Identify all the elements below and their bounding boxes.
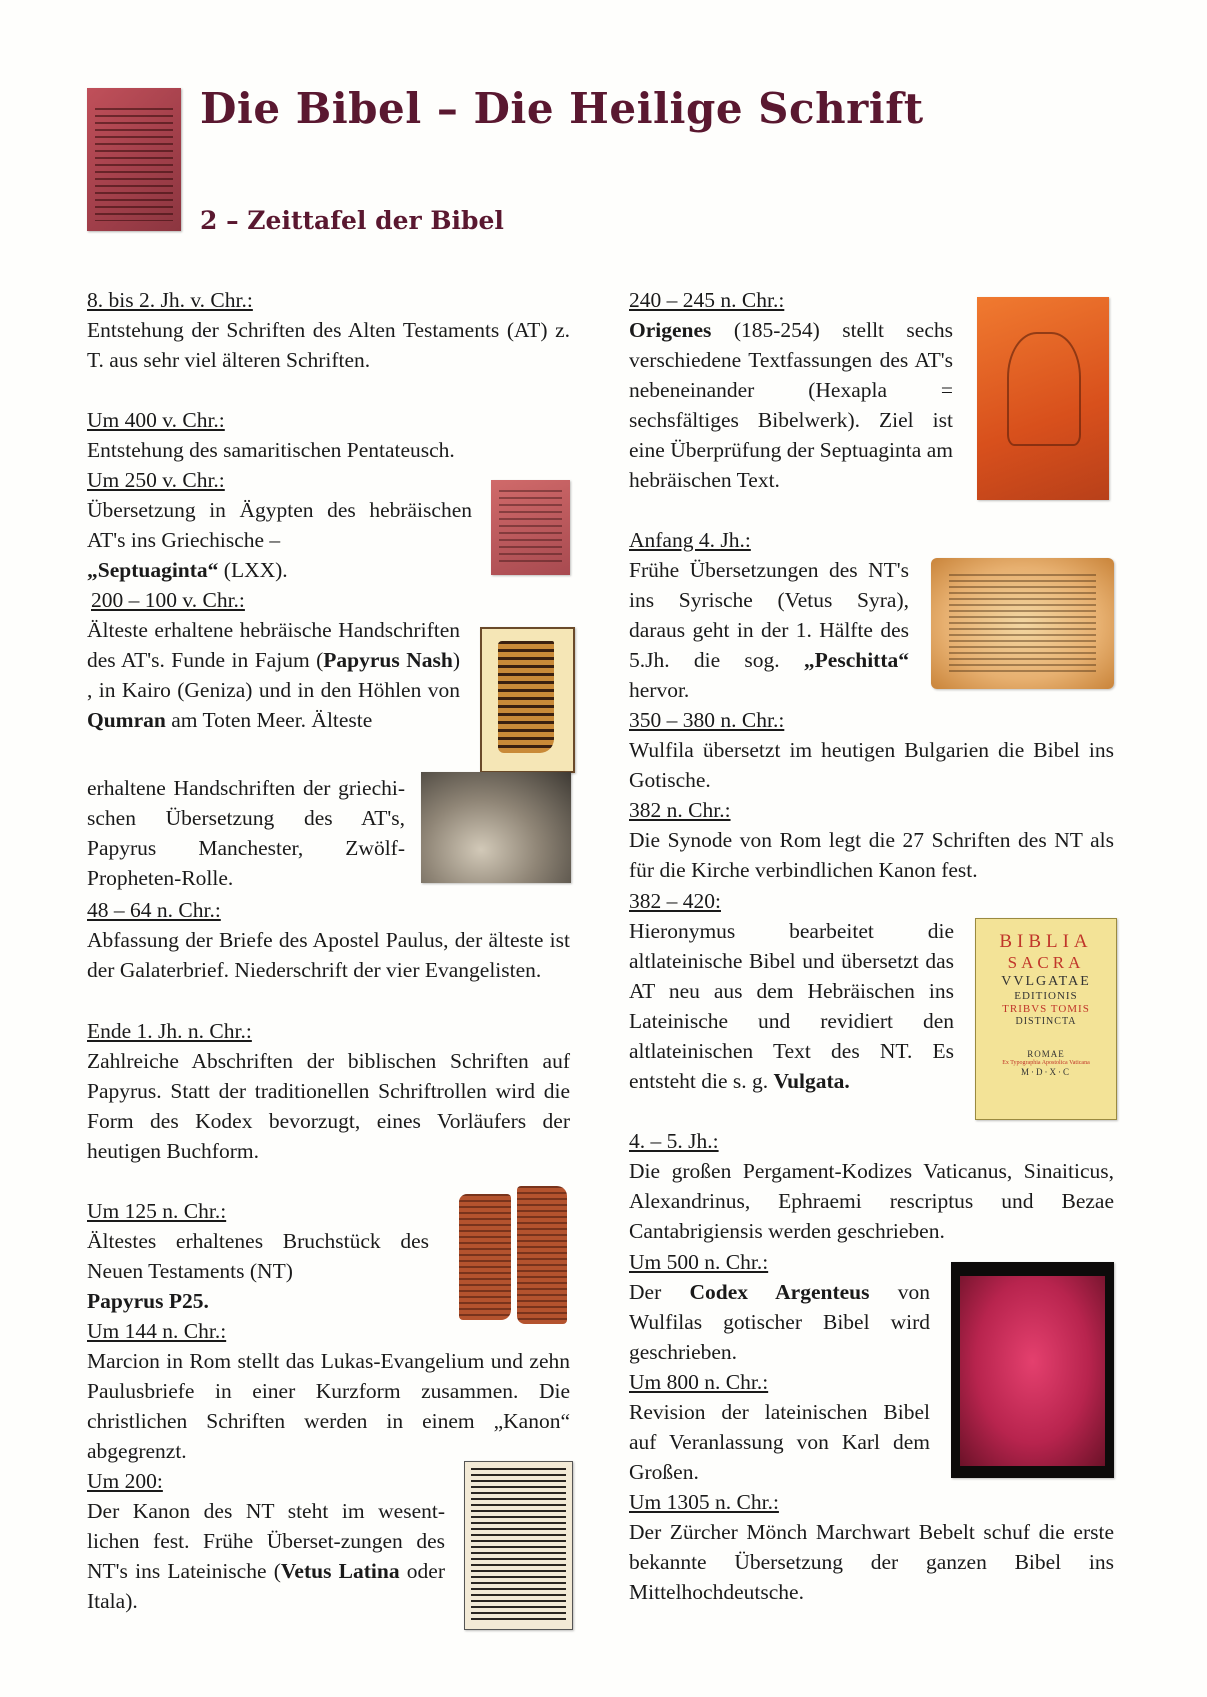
timeline-entry xyxy=(87,895,570,985)
qumran-caves-image xyxy=(421,772,571,883)
origenes-illustration-image xyxy=(977,297,1109,500)
timeline-entry xyxy=(87,585,460,735)
entry-date: 200 – 100 v. Chr.: xyxy=(91,588,245,612)
timeline-entry xyxy=(629,1367,930,1487)
entry-text: Frühe Übersetzungen des NT's ins Syrische (Vetus Syra), daraus geht in der 1. Hälfte des 5.Jh. die sog. „Peschitta“ hervor. xyxy=(629,558,909,702)
entry-date: 8. bis 2. Jh. v. Chr.: xyxy=(87,288,253,312)
papyrus-fragment-image xyxy=(459,1186,570,1326)
timeline-entry xyxy=(87,1316,570,1466)
entry-date: 240 – 245 n. Chr.: xyxy=(629,288,785,312)
entry-text: Ältestes erhaltenes Bruchstück des Neuen Testaments (NT) Papyrus P25. xyxy=(87,1229,429,1313)
entry-date: Ende 1. Jh. n. Chr.: xyxy=(87,1019,252,1043)
entry-text: Der Zürcher Mönch Marchwart Bebelt schuf die erste bekannte Übersetzung der ganzen Bibel ins Mittelhochdeutsche. xyxy=(629,1520,1114,1604)
entry-date: 350 – 380 n. Chr.: xyxy=(629,708,785,732)
entry-date: Um 125 n. Chr.: xyxy=(87,1199,227,1223)
entry-text: erhaltene Handschriften der griechi-schen Übersetzung des AT's, Papyrus Manchester, Zwölf-Propheten-Rolle. xyxy=(87,776,405,890)
entry-text: Entstehung der Schriften des Alten Testaments (AT) z. T. aus sehr viel älteren Schriften. xyxy=(87,318,570,372)
entry-text: Wulfila übersetzt im heutigen Bulgarien die Bibel ins Gotische. xyxy=(629,738,1114,792)
entry-date: 382 n. Chr.: xyxy=(629,798,731,822)
page-title: Die Bibel – Die Heilige Schrift xyxy=(200,84,924,133)
entry-text: Die Synode von Rom legt die 27 Schriften des NT als für die Kirche verbindlichen Kanon fest. xyxy=(629,828,1114,882)
entry-text: Hieronymus bearbeitet die altlateinische Bibel und übersetzt das AT neu aus dem Hebräischen ins Lateinische und revidiert den altlateinischen Text des NT. Es entsteht die s. g. Vulgata. xyxy=(629,919,954,1093)
timeline-entry xyxy=(87,405,570,465)
entry-text: Entstehung des samaritischen Pentateusch. xyxy=(87,438,455,462)
timeline-entry xyxy=(87,285,570,375)
entry-text: Marcion in Rom stellt das Lukas-Evangelium und zehn Paulusbriefe in einer Kurzform zusammen. Die christlichen Schriften werden in einem „Kanon“ abgegrenzt. xyxy=(87,1349,570,1463)
timeline-entry xyxy=(87,465,472,585)
entry-text: Origenes (185-254) stellt sechs verschiedene Textfassungen des AT's nebeneinander (Hexapla = sechsfältiges Bibelwerk). Ziel ist eine Überprüfung der Septuaginta am hebräischen Text. xyxy=(629,318,953,492)
timeline-entry xyxy=(629,285,953,495)
peschitta-codex-image xyxy=(931,558,1114,689)
entry-date: Um 250 v. Chr.: xyxy=(87,468,225,492)
vulgata-title-page-image: BIBLIA SACRA VVLGATAE EDITIONIS TRIBVS TOMIS DISTINCTA ROMAE Ex Typographia Apostolica Vaticana M·D·X·C xyxy=(975,918,1117,1120)
timeline-entry xyxy=(629,525,909,705)
timeline-entry xyxy=(629,886,954,1096)
timeline-entry xyxy=(629,795,1114,885)
entry-text: Der Kanon des NT steht im wesent-lichen fest. Frühe Überset-zungen des NT's ins Lateinische (Vetus Latina oder Itala). xyxy=(87,1499,446,1613)
entry-date: Um 144 n. Chr.: xyxy=(87,1319,227,1343)
entry-date: 382 – 420: xyxy=(629,889,721,913)
timeline-entry xyxy=(629,1487,1114,1607)
timeline-entry xyxy=(87,1016,570,1166)
entry-text: Älteste erhaltene hebräische Handschriften des AT's. Funde in Fajum (Papyrus Nash) , in Kairo (Geniza) und in den Höhlen von Qumran am Toten Meer. Älteste xyxy=(87,618,460,732)
page-subtitle: 2 – Zeittafel der Bibel xyxy=(200,206,504,235)
timeline-entry xyxy=(87,1196,429,1316)
vetus-latina-page-image xyxy=(464,1461,573,1630)
entry-text: Die großen Pergament-Kodizes Vaticanus, Sinaiticus, Alexandrinus, Ephraemi rescriptus und Bezae Cantabrigiensis werden geschrieben. xyxy=(629,1159,1114,1243)
timeline-entry xyxy=(87,1466,445,1616)
entry-date: Um 1305 n. Chr.: xyxy=(629,1490,779,1514)
entry-text: Der Codex Argenteus von Wulfilas gotischer Bibel wird geschrieben. xyxy=(629,1280,931,1364)
timeline-entry-continued xyxy=(87,773,405,893)
codex-argenteus-image xyxy=(951,1262,1114,1478)
timeline-entry xyxy=(629,705,1114,795)
papyrus-nash-image xyxy=(480,627,575,773)
entry-date: Um 400 v. Chr.: xyxy=(87,408,225,432)
septuaginta-manuscript-image xyxy=(491,480,570,575)
entry-text: Zahlreiche Abschriften der biblischen Schriften auf Papyrus. Statt der traditionellen Schriftrollen wird die Form des Kodex bevorzugt, eines Vorläufers der heutigen Buchform. xyxy=(87,1049,570,1163)
entry-text: Revision der lateinischen Bibel auf Veranlassung von Karl dem Großen. xyxy=(629,1400,930,1484)
entry-date: 48 – 64 n. Chr.: xyxy=(87,898,221,922)
entry-date: Um 800 n. Chr.: xyxy=(629,1370,769,1394)
timeline-entry xyxy=(629,1247,930,1367)
entry-date: Um 200: xyxy=(87,1469,163,1493)
entry-date: Anfang 4. Jh.: xyxy=(629,528,751,552)
entry-date: 4. – 5. Jh.: xyxy=(629,1129,719,1153)
entry-date: Um 500 n. Chr.: xyxy=(629,1250,769,1274)
header-manuscript-image xyxy=(87,88,181,231)
entry-text: Übersetzung in Ägypten des hebräischen AT's ins Griechische – „Septuaginta“ (LXX). xyxy=(87,498,472,582)
entry-text: Abfassung der Briefe des Apostel Paulus, der älteste ist der Galaterbrief. Niederschrift der vier Evangelisten. xyxy=(87,928,570,982)
timeline-entry xyxy=(629,1126,1114,1246)
